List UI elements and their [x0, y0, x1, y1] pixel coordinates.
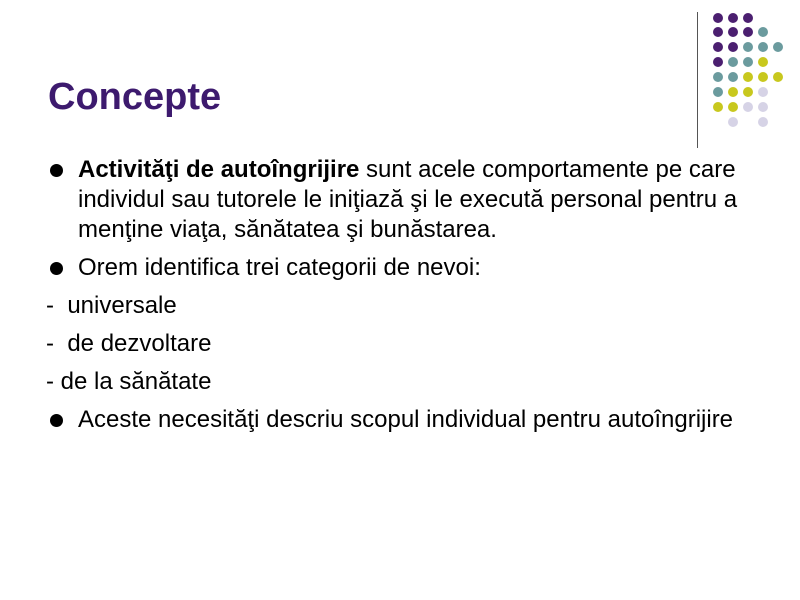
decorative-dot: [758, 102, 768, 112]
decorative-dot: [728, 57, 738, 67]
dash-item: - universale: [46, 292, 177, 319]
decorative-dot: [758, 27, 768, 37]
decorative-dot: [713, 42, 723, 52]
decorative-dot: [728, 102, 738, 112]
decorative-dot: [758, 72, 768, 82]
decorative-dot: [743, 87, 753, 97]
slide-title: Concepte: [48, 76, 222, 118]
bullet-icon: [50, 262, 63, 275]
decorative-dot: [743, 13, 753, 23]
dash-item: - de dezvoltare: [46, 330, 212, 357]
decorative-dot: [728, 13, 738, 23]
decorative-dot: [758, 42, 768, 52]
decorative-dot: [743, 102, 753, 112]
decorative-dot: [758, 117, 768, 127]
decorative-vertical-line: [697, 12, 698, 148]
decorative-dot: [743, 42, 753, 52]
dash-item: - de la sănătate: [46, 368, 212, 395]
bullet-item: [48, 155, 748, 245]
decorative-dot: [728, 72, 738, 82]
decorative-dot: [773, 72, 783, 82]
decorative-dot: [713, 57, 723, 67]
decorative-dot: [713, 87, 723, 97]
decorative-dot: [728, 117, 738, 127]
decorative-dot: [713, 27, 723, 37]
bullet-item: [48, 253, 748, 283]
bullet-text: Orem identifica trei categorii de nevoi:: [78, 254, 481, 281]
bold-term: Activităţi de autoîngrijire: [78, 156, 360, 183]
slide-content: [48, 155, 748, 443]
decorative-dot: [773, 42, 783, 52]
decorative-dot: [743, 72, 753, 82]
decorative-dot: [713, 102, 723, 112]
decorative-dot: [743, 27, 753, 37]
decorative-dot: [743, 57, 753, 67]
bullet-text: Aceste necesităţi descriu scopul individual pentru autoîngrijire: [78, 406, 734, 433]
decorative-dot: [728, 42, 738, 52]
decorative-dot: [728, 27, 738, 37]
decorative-dot: [728, 87, 738, 97]
decorative-dot: [713, 72, 723, 82]
decorative-dot: [713, 13, 723, 23]
bullet-text: sunt acele comportamente pe care individul sau tutorele le iniţiază şi le execută personal pentru a menţine viaţa, sănătatea şi bunăstarea.: [78, 156, 738, 243]
bullet-item: [48, 405, 748, 435]
bullet-icon: [50, 414, 63, 427]
decorative-dot: [758, 87, 768, 97]
bullet-icon: [50, 164, 63, 177]
decorative-dot: [758, 57, 768, 67]
